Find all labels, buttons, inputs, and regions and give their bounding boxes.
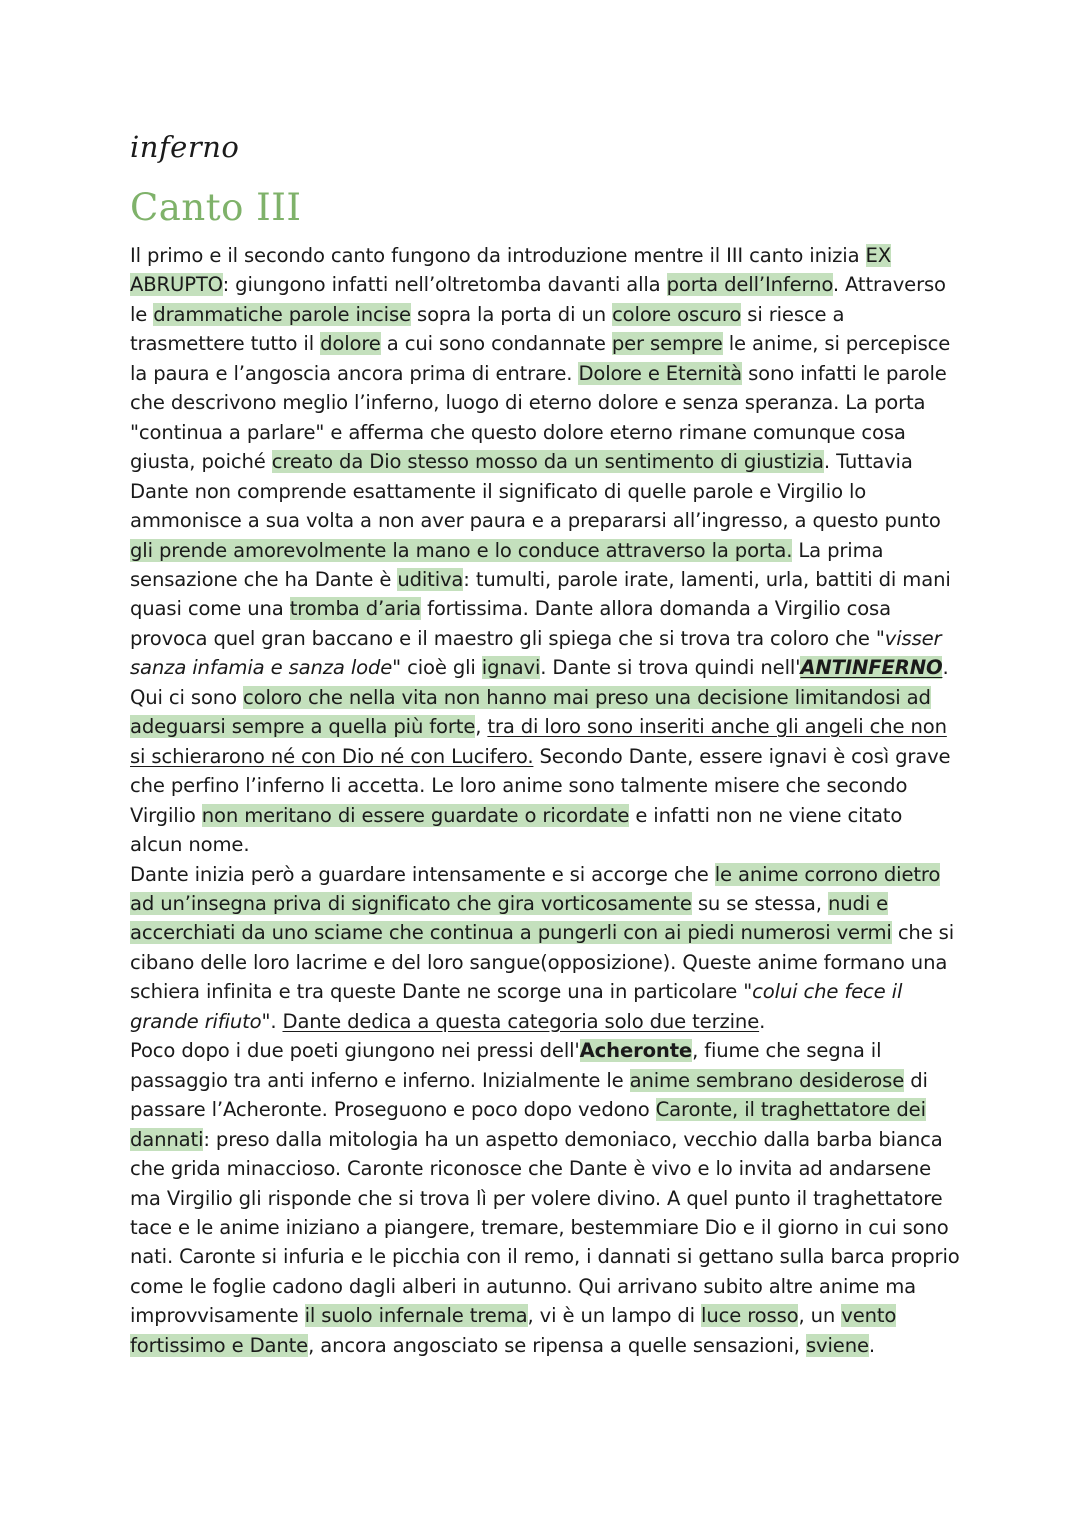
- highlight: luce rosso: [701, 1304, 799, 1328]
- text-run: , un: [798, 1304, 842, 1328]
- paragraph-punishment: [130, 860, 960, 1037]
- text-run: .: [868, 1333, 875, 1357]
- text-run: , vi è un lampo di: [527, 1304, 702, 1328]
- paragraph-acheronte: [130, 1036, 960, 1360]
- document-title: inferno: [130, 130, 240, 164]
- highlight: sviene: [806, 1333, 869, 1357]
- text-run: .: [942, 656, 949, 680]
- highlight: uditiva: [397, 567, 464, 591]
- highlight: vento fortissimo e Dante: [130, 1304, 897, 1357]
- text-run: .: [759, 1009, 766, 1033]
- text-run: sono infatti le parole che descrivono meglio l’inferno, luogo di eterno dolore e senza speranza. La porta "continua a parlare" e afferma che questo dolore eterno rimane comunque cosa giusta, poiché: [130, 361, 947, 474]
- underline: tra di loro sono inseriti anche gli angeli che non si schierarono né con Dio né con Lucifero.: [130, 715, 947, 768]
- text-run: , ancora angosciato se ripensa a quelle sensazioni,: [308, 1333, 806, 1357]
- quote: visser sanza infamia e sanza lode: [130, 626, 942, 680]
- highlight: Caronte, il traghettatore dei dannati: [130, 1098, 926, 1151]
- section-title: Canto III: [130, 186, 302, 229]
- text-run: Qui ci sono: [130, 685, 243, 709]
- text-run: Dante inizia però a guardare intensamente e si accorge che: [130, 862, 715, 886]
- text-run: . Attraverso le: [130, 273, 946, 326]
- document-body: [130, 241, 960, 1360]
- highlight: gli prende amorevolmente la mano e lo conduce attraverso la porta.: [130, 538, 793, 562]
- paragraph-introduction: [130, 241, 960, 683]
- text-run: : tumulti, parole irate, lamenti, urla, battiti di mani quasi come una: [130, 567, 951, 621]
- text-run: . Dante si trova quindi nell': [540, 656, 801, 680]
- highlight: tromba d’aria: [289, 597, 421, 621]
- highlight: Dolore e Eternità: [578, 361, 742, 385]
- text-run: ,: [475, 715, 488, 739]
- highlight: per sempre: [611, 332, 723, 356]
- text-run: Poco dopo i due poeti giungono nei pressi dell': [130, 1039, 580, 1063]
- highlight: ignavi: [481, 656, 541, 680]
- text-run: sopra la porta di un: [410, 302, 613, 326]
- highlight: EX ABRUPTO: [130, 244, 892, 297]
- text-run: : giungono infatti nell’oltretomba davanti alla: [222, 273, 667, 297]
- text-run: di passare l’Acheronte. Proseguono e poco dopo vedono: [130, 1068, 928, 1122]
- text-run: : preso dalla mitologia ha un aspetto demoniaco, vecchio dalla barba bianca che grida minaccioso. Caronte riconosce che Dante è vivo e lo invita ad andarsene ma Virgilio gli risponde che si trova lì per volere divino. A quel punto il traghettatore tace e le anime iniziano a piangere, tremare, bestemmiare Dio e il giorno in cui sono nati. Caronte si infuria e le picchia con il remo, i dannati si gettano sulla barca proprio come le foglie cadono dagli alberi in autunno. Qui arrivano subito altre anime ma improvvisamente: [130, 1127, 960, 1328]
- text-run: su se stessa,: [691, 891, 828, 915]
- highlight: drammatiche parole incise: [153, 302, 411, 326]
- acheronte-term: Acheronte: [579, 1039, 693, 1063]
- text-run: si riesce a trasmettere tutto il: [130, 302, 845, 356]
- antinferno-term: ANTINFERNO: [800, 656, 943, 680]
- text-run: , fiume che segna il passaggio tra anti inferno e inferno. Inizialmente le: [130, 1039, 882, 1092]
- highlight: nudi e accerchiati da uno sciame che continua a pungerli con ai piedi numerosi vermi: [130, 891, 892, 945]
- text-run: La prima sensazione che ha Dante è: [130, 538, 884, 591]
- highlight: il suolo infernale trema: [304, 1304, 528, 1328]
- underline: Dante dedica a questa categoria solo due terzine: [282, 1009, 760, 1033]
- text-run: le anime, si percepisce la paura e l’angoscia ancora prima di entrare.: [130, 332, 951, 385]
- text-run: a cui sono condannate: [380, 332, 612, 356]
- text-run: Il primo e il secondo canto fungono da introduzione mentre il III canto inizia: [130, 244, 866, 267]
- highlight: anime sembrano desiderose: [629, 1068, 905, 1092]
- highlight: non meritano di essere guardate o ricordate: [201, 803, 630, 827]
- highlight: porta dell’Inferno: [666, 273, 833, 297]
- highlight: coloro che nella vita non hanno mai preso una decisione limitandosi ad adeguarsi sempre a quella più forte: [130, 685, 931, 739]
- text-run: che si cibano delle loro lacrime e del loro sangue(opposizione). Queste anime formano una schiera infinita e tra queste Dante ne scorge una in particolare ": [130, 921, 955, 1004]
- text-run: " cioè gli: [392, 656, 482, 680]
- text-run: . Tuttavia Dante non comprende esattamente il significato di quelle parole e Virgilio lo ammonisce a sua volta a non aver paura e a prepararsi all’ingresso, a questo punto: [130, 450, 941, 533]
- highlight: dolore: [320, 332, 381, 356]
- text-run: e infatti non ne viene citato alcun nome.: [130, 803, 903, 857]
- text-run: fortissima. Dante allora domanda a Virgilio cosa provoca quel gran baccano e il maestro gli spiega che si trova tra coloro che ": [130, 597, 891, 650]
- highlight: creato da Dio stesso mosso da un sentimento di giustizia: [271, 450, 824, 474]
- text-run: ".: [261, 1009, 283, 1033]
- highlight: le anime corrono dietro ad un’insegna priva di significato che gira vorticosamente: [130, 862, 941, 915]
- highlight: colore oscuro: [612, 302, 742, 326]
- text-run: Secondo Dante, essere ignavi è così grave che perfino l’inferno li accetta. Le loro anime sono talmente misere che secondo Virgilio: [130, 744, 951, 827]
- quote: colui che fece il grande rifiuto: [130, 980, 903, 1033]
- paragraph-ignavi: [130, 683, 960, 860]
